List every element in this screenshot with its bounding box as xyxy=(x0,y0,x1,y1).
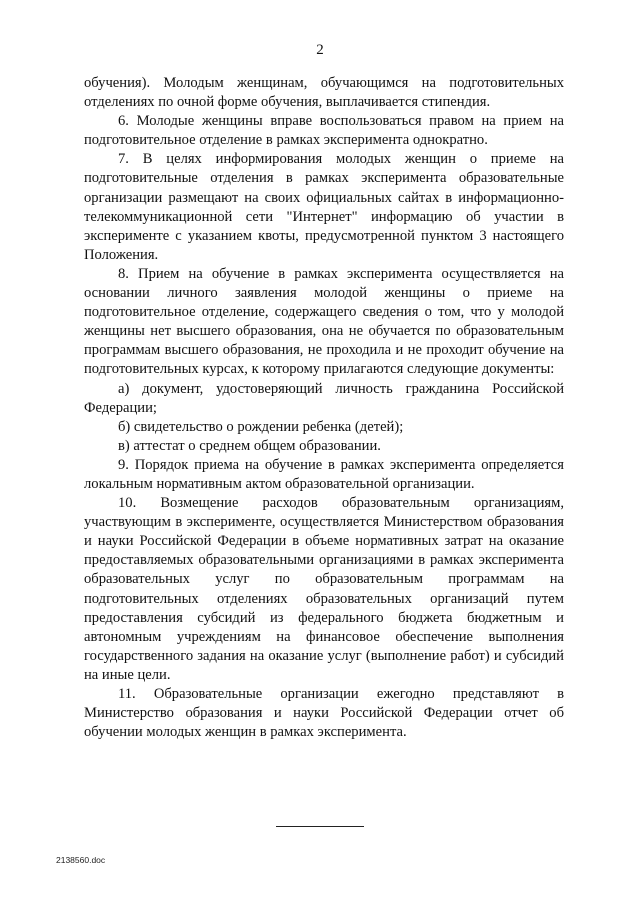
paragraph-9: 9. Порядок приема на обучение в рамках эксперимента определяется локальным нормативным актом образовательной организации. xyxy=(84,456,564,492)
paragraph-8-item-b: б) свидетельство о рождении ребенка (детей); xyxy=(118,418,404,435)
paragraph-8-item-a: а) документ, удостоверяющий личность гражданина Российской Федерации; xyxy=(84,380,564,416)
paragraph-11: 11. Образовательные организации ежегодно представляют в Министерство образования и науки Российской Федерации отчет об обучении молодых женщин в рамках эксперимента. xyxy=(84,686,564,741)
paragraph-6: 6. Молодые женщины вправе воспользоваться правом на прием на подготовительное отделение в рамках эксперимента однократно. xyxy=(84,113,564,149)
paragraph-8: 8. Прием на обучение в рамках эксперимента осуществляется на основании личного заявления молодой женщины о приеме на подготовительное отделение, содержащего сведения о том, что у молодой женщины нет высшего образования, она не обучается по образовательным программам высшего образования, не проходила и не проходит обучение на подготовительных курсах, к которому прилагаются следующие документы: xyxy=(84,265,564,378)
paragraph-10: 10. Возмещение расходов образовательным организациям, участвующим в эксперименте, осуществляется Министерством образования и науки Российской Федерации в объеме нормативных затрат на оказание предоставляемых образовательными организациями в рамках эксперимента образовательных услуг по образовательным программам на подготовительных отделениях образовательных организаций путем предоставления субсидий из федерального бюджета бюджетным и автономным учреждениям на финансовое обеспечение выполнения государственного задания на оказание услуг (выполнение работ) и субсидий на иные цели. xyxy=(84,495,564,683)
page-number: 2 xyxy=(316,42,324,58)
end-of-document-rule xyxy=(276,826,364,827)
paragraph-stipend: обучения). Молодым женщинам, обучающимся на подготовительных отделениях по очной форме обучения, выплачивается стипендия. xyxy=(84,75,564,111)
footer-file-name: 2138560.doc xyxy=(56,855,106,865)
paragraph-7: 7. В целях информирования молодых женщин о приеме на подготовительные отделения в рамках эксперимента образовательные организации размещают на своих официальных сайтах в информационно-телекоммуникационной сети "Интернет" информацию об участии в эксперименте с указанием квоты, предусмотренной пунктом 3 настоящего Положения. xyxy=(84,151,564,263)
document-body xyxy=(84,74,564,742)
paragraph-8-item-c: в) аттестат о среднем общем образовании. xyxy=(118,437,381,454)
